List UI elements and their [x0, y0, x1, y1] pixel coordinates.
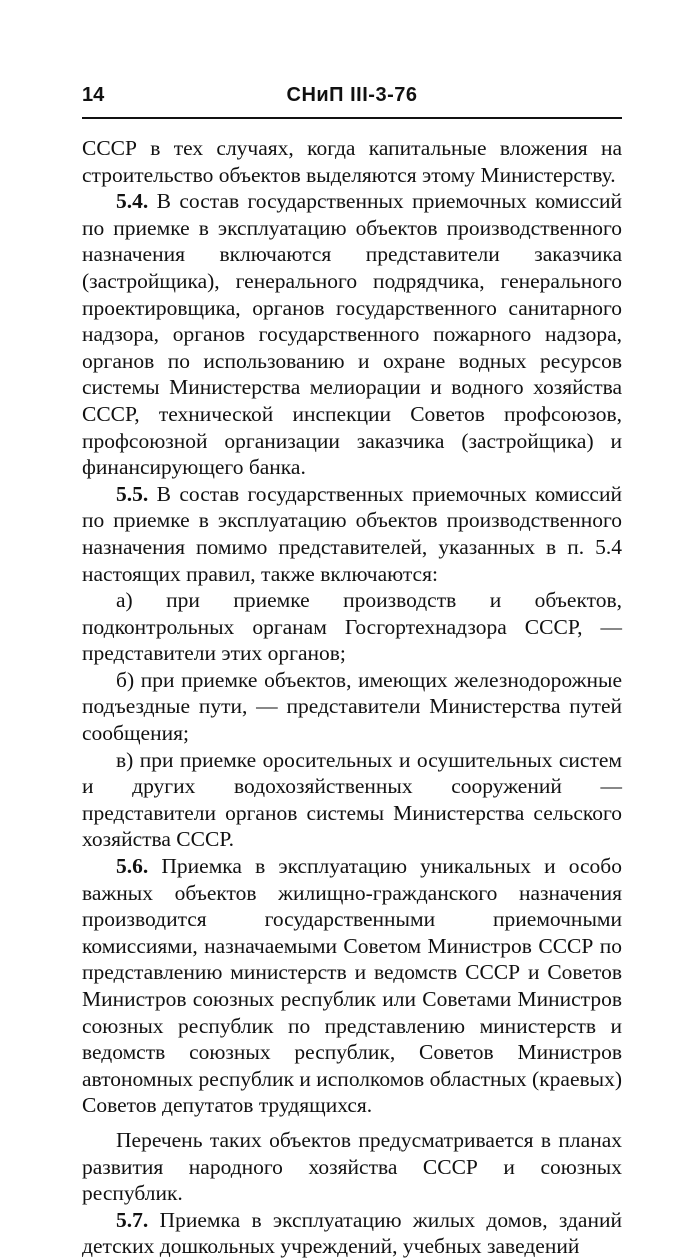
- clause-5-7: 5.7. Приемка в эксплуатацию жилых домов, зданий детских дошкольных учреждений, учебных заведений: [82, 1207, 622, 1259]
- paragraph-continuation: СССР в тех случаях, когда капитальные вложения на строительство объектов выделяются этому Министерству.: [82, 136, 622, 187]
- page-header: [82, 84, 622, 114]
- clause-5-6: 5.6. Приемка в эксплуатацию уникальных и особо важных объектов жилищно-гражданского назначения производится государственными приемочными комиссиями, назначаемыми Советом Министров СССР по представлению министерств и ведомств СССР и Советов Министров союзных республик или Советами Министров союзных республик по представлению министерств и ведомств союзных республик, Советов Министров автономных республик и исполкомов областных (краевых) Советов депутатов трудящихся.: [82, 854, 622, 1118]
- page-number: 14: [82, 84, 105, 106]
- paragraph-list-of-objects: Перечень таких объектов предусматривается в планах развития народного хозяйства СССР и союзных республик.: [82, 1127, 622, 1206]
- clause-number: 5.4.: [116, 189, 149, 214]
- clause-number: 5.5.: [116, 481, 149, 506]
- body-text: [82, 135, 622, 1260]
- list-item-b: б) при приемке объектов, имеющих железнодорожные подъездные пути, — представители Министерства путей сообщения;: [82, 667, 622, 746]
- clause-number: 5.7.: [116, 1207, 149, 1232]
- clause-number: 5.6.: [116, 854, 149, 879]
- clause-5-5: 5.5. В состав государственных приемочных комиссий по приемке в эксплуатацию объектов производственного назначения помимо представителей, указанных в п. 5.4 настоящих правил, также включаются:: [82, 481, 622, 586]
- list-item-v: в) при приемке оросительных и осушительных систем и других водохозяйственных сооружений — представители органов системы Министерства сельского хозяйства СССР.: [82, 747, 622, 852]
- clause-5-4: 5.4. В состав государственных приемочных комиссий по приемке в эксплуатацию объектов производственного назначения включаются представители заказчика (застройщика), генерального подрядчика, генерального проектировщика, органов государственного санитарного надзора, органов государственного пожарного надзора, органов по использованию и охране водных ресурсов системы Министерства мелиорации и водного хозяйства СССР, технической инспекции Советов профсоюзов, профсоюзной организации заказчика (застройщика) и финансирующего банка.: [82, 189, 622, 480]
- document-code: СНиП III-3-76: [286, 84, 418, 106]
- list-item-a: а) при приемке производств и объектов, подконтрольных органам Госгортехнадзора СССР, — представители этих органов;: [82, 588, 622, 666]
- header-rule: [82, 117, 622, 119]
